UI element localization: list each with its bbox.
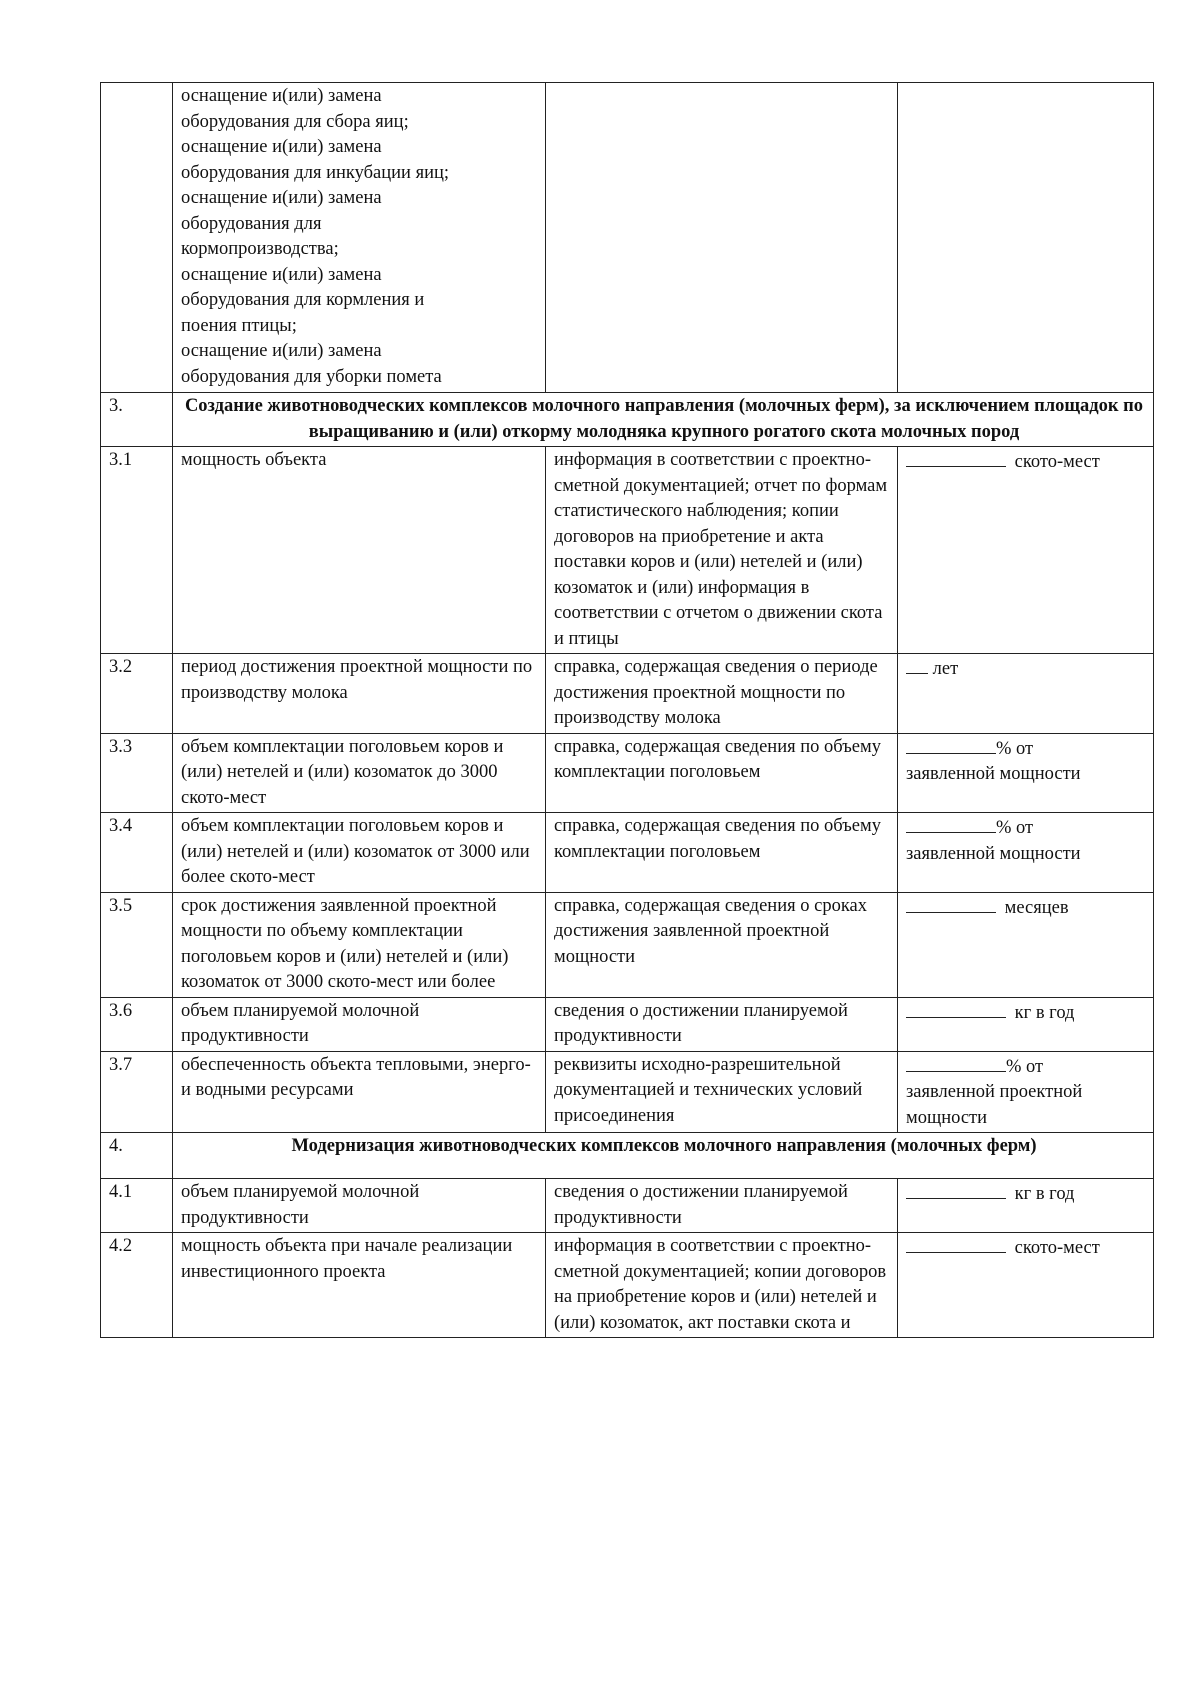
text-line: оснащение и(или) замена [181,341,382,361]
value-cell [898,1051,1154,1133]
row-number: 3.7 [101,1051,173,1133]
table-row [101,733,1154,813]
text-line: оборудования для уборки помета [181,366,442,387]
table-row [101,1179,1154,1233]
blank-line [906,1234,1006,1253]
value-cell [898,1233,1154,1338]
table-row [101,813,1154,893]
row-number: 4.2 [101,1233,173,1338]
section-number: 4. [101,1133,173,1179]
value-cell [898,654,1154,734]
row-number: 4.1 [101,1179,173,1233]
blank-line [906,448,1006,467]
documents-cell: реквизиты исходно-разрешительной документацией и технических условий присоединения [546,1051,898,1133]
table-row [101,997,1154,1051]
blank-line [906,814,996,833]
documents-cell: сведения о достижении планируемой продуктивности [546,997,898,1051]
value-cell [898,892,1154,997]
unit-note: заявленной мощности [906,843,1081,864]
unit-label: ското-мест [1014,1238,1100,1258]
indicator-cell: объем комплектации поголовьем коров и (или) нетелей и (или) козоматок до 3000 ското-мест [173,733,546,813]
row-number: 3.2 [101,654,173,734]
section-title: Создание животноводческих комплексов молочного направления (молочных ферм), за исключением площадок по выращиванию и (или) откорму молодняка крупного рогатого скота молочных пород [173,393,1154,447]
indicator-cell: мощность объекта [173,447,546,654]
row-number: 3.1 [101,447,173,654]
unit-label: % от [996,738,1034,759]
unit-note: заявленной мощности [906,764,1081,784]
section-number: 3. [101,393,173,447]
indicator-cell: обеспеченность объекта тепловыми, энерго- и водными ресурсами [173,1051,546,1133]
unit-label: месяцев [1004,897,1069,918]
table-row [101,447,1154,654]
unit-label: % от [1006,1056,1044,1077]
text-line: оборудования для [181,213,322,234]
value-cell [898,1179,1154,1233]
indicator-cell: объем планируемой молочной продуктивности [173,1179,546,1233]
row-number: 3.5 [101,892,173,997]
table-row [101,1051,1154,1133]
section-header-row [101,1133,1154,1179]
text-line: оборудования для сбора яиц; [181,111,409,132]
text-line: оборудования для инкубации яиц; [181,162,450,183]
row-number-cell [101,83,173,393]
table-row [101,83,1154,393]
unit-label: % от [996,818,1034,838]
unit-label: кг в год [1014,1184,1075,1204]
blank-line [906,894,996,913]
documents-cell: информация в соответствии с проектно-сметной документацией; копии договоров на приобретение коров и (или) нетелей и (или) козоматок, акт поставки скота и [546,1233,898,1338]
blank-line [906,655,928,674]
text-line: оснащение и(или) замена [181,137,382,157]
unit-label: лет [932,659,959,679]
section-header-row [101,393,1154,447]
blank-line [906,1053,1006,1072]
unit-label: ското-мест [1014,452,1100,472]
table-row [101,1233,1154,1338]
value-cell [898,813,1154,893]
row-number: 3.3 [101,733,173,813]
documents-cell: информация в соответствии с проектно-сметной документацией; отчет по формам статистического наблюдения; копии договоров на приобретение и акта поставки коров и (или) нетелей и (или) козоматок и (или) информация в соответствии с отчетом о движении скота и птицы [546,447,898,654]
documents-cell: сведения о достижении планируемой продуктивности [546,1179,898,1233]
indicator-cell [173,83,546,393]
text-line: оборудования для кормления и [181,290,425,310]
row-number: 3.6 [101,997,173,1051]
requirements-table [100,82,1154,1338]
text-line: оснащение и(или) замена [181,188,382,208]
section-title: Модернизация животноводческих комплексов молочного направления (молочных ферм) [173,1133,1154,1179]
indicator-cell: срок достижения заявленной проектной мощности по объему комплектации поголовьем коров и (или) нетелей и (или) козоматок от 3000 ското-мест или более [173,892,546,997]
text-line: оснащение и(или) замена [181,86,382,106]
value-cell [898,997,1154,1051]
documents-cell: справка, содержащая сведения о периоде достижения проектной мощности по производству молока [546,654,898,734]
unit-label: кг в год [1014,1002,1075,1023]
documents-cell [546,83,898,393]
documents-cell: справка, содержащая сведения о сроках достижения заявленной проектной мощности [546,892,898,997]
text-line: кормопроизводства; [181,239,339,259]
indicator-cell: период достижения проектной мощности по производству молока [173,654,546,734]
indicator-cell: объем комплектации поголовьем коров и (или) нетелей и (или) козоматок от 3000 или более ското-мест [173,813,546,893]
value-cell [898,733,1154,813]
table-row [101,654,1154,734]
unit-note: заявленной проектной мощности [906,1082,1083,1128]
blank-line [906,1180,1006,1199]
documents-cell: справка, содержащая сведения по объему комплектации поголовьем [546,813,898,893]
indicator-cell: объем планируемой молочной продуктивности [173,997,546,1051]
blank-line [906,735,996,754]
row-number: 3.4 [101,813,173,893]
indicator-cell: мощность объекта при начале реализации инвестиционного проекта [173,1233,546,1338]
value-cell [898,447,1154,654]
text-line: поения птицы; [181,315,297,336]
value-cell [898,83,1154,393]
documents-cell: справка, содержащая сведения по объему комплектации поголовьем [546,733,898,813]
blank-line [906,999,1006,1018]
text-line: оснащение и(или) замена [181,264,382,285]
table-row [101,892,1154,997]
